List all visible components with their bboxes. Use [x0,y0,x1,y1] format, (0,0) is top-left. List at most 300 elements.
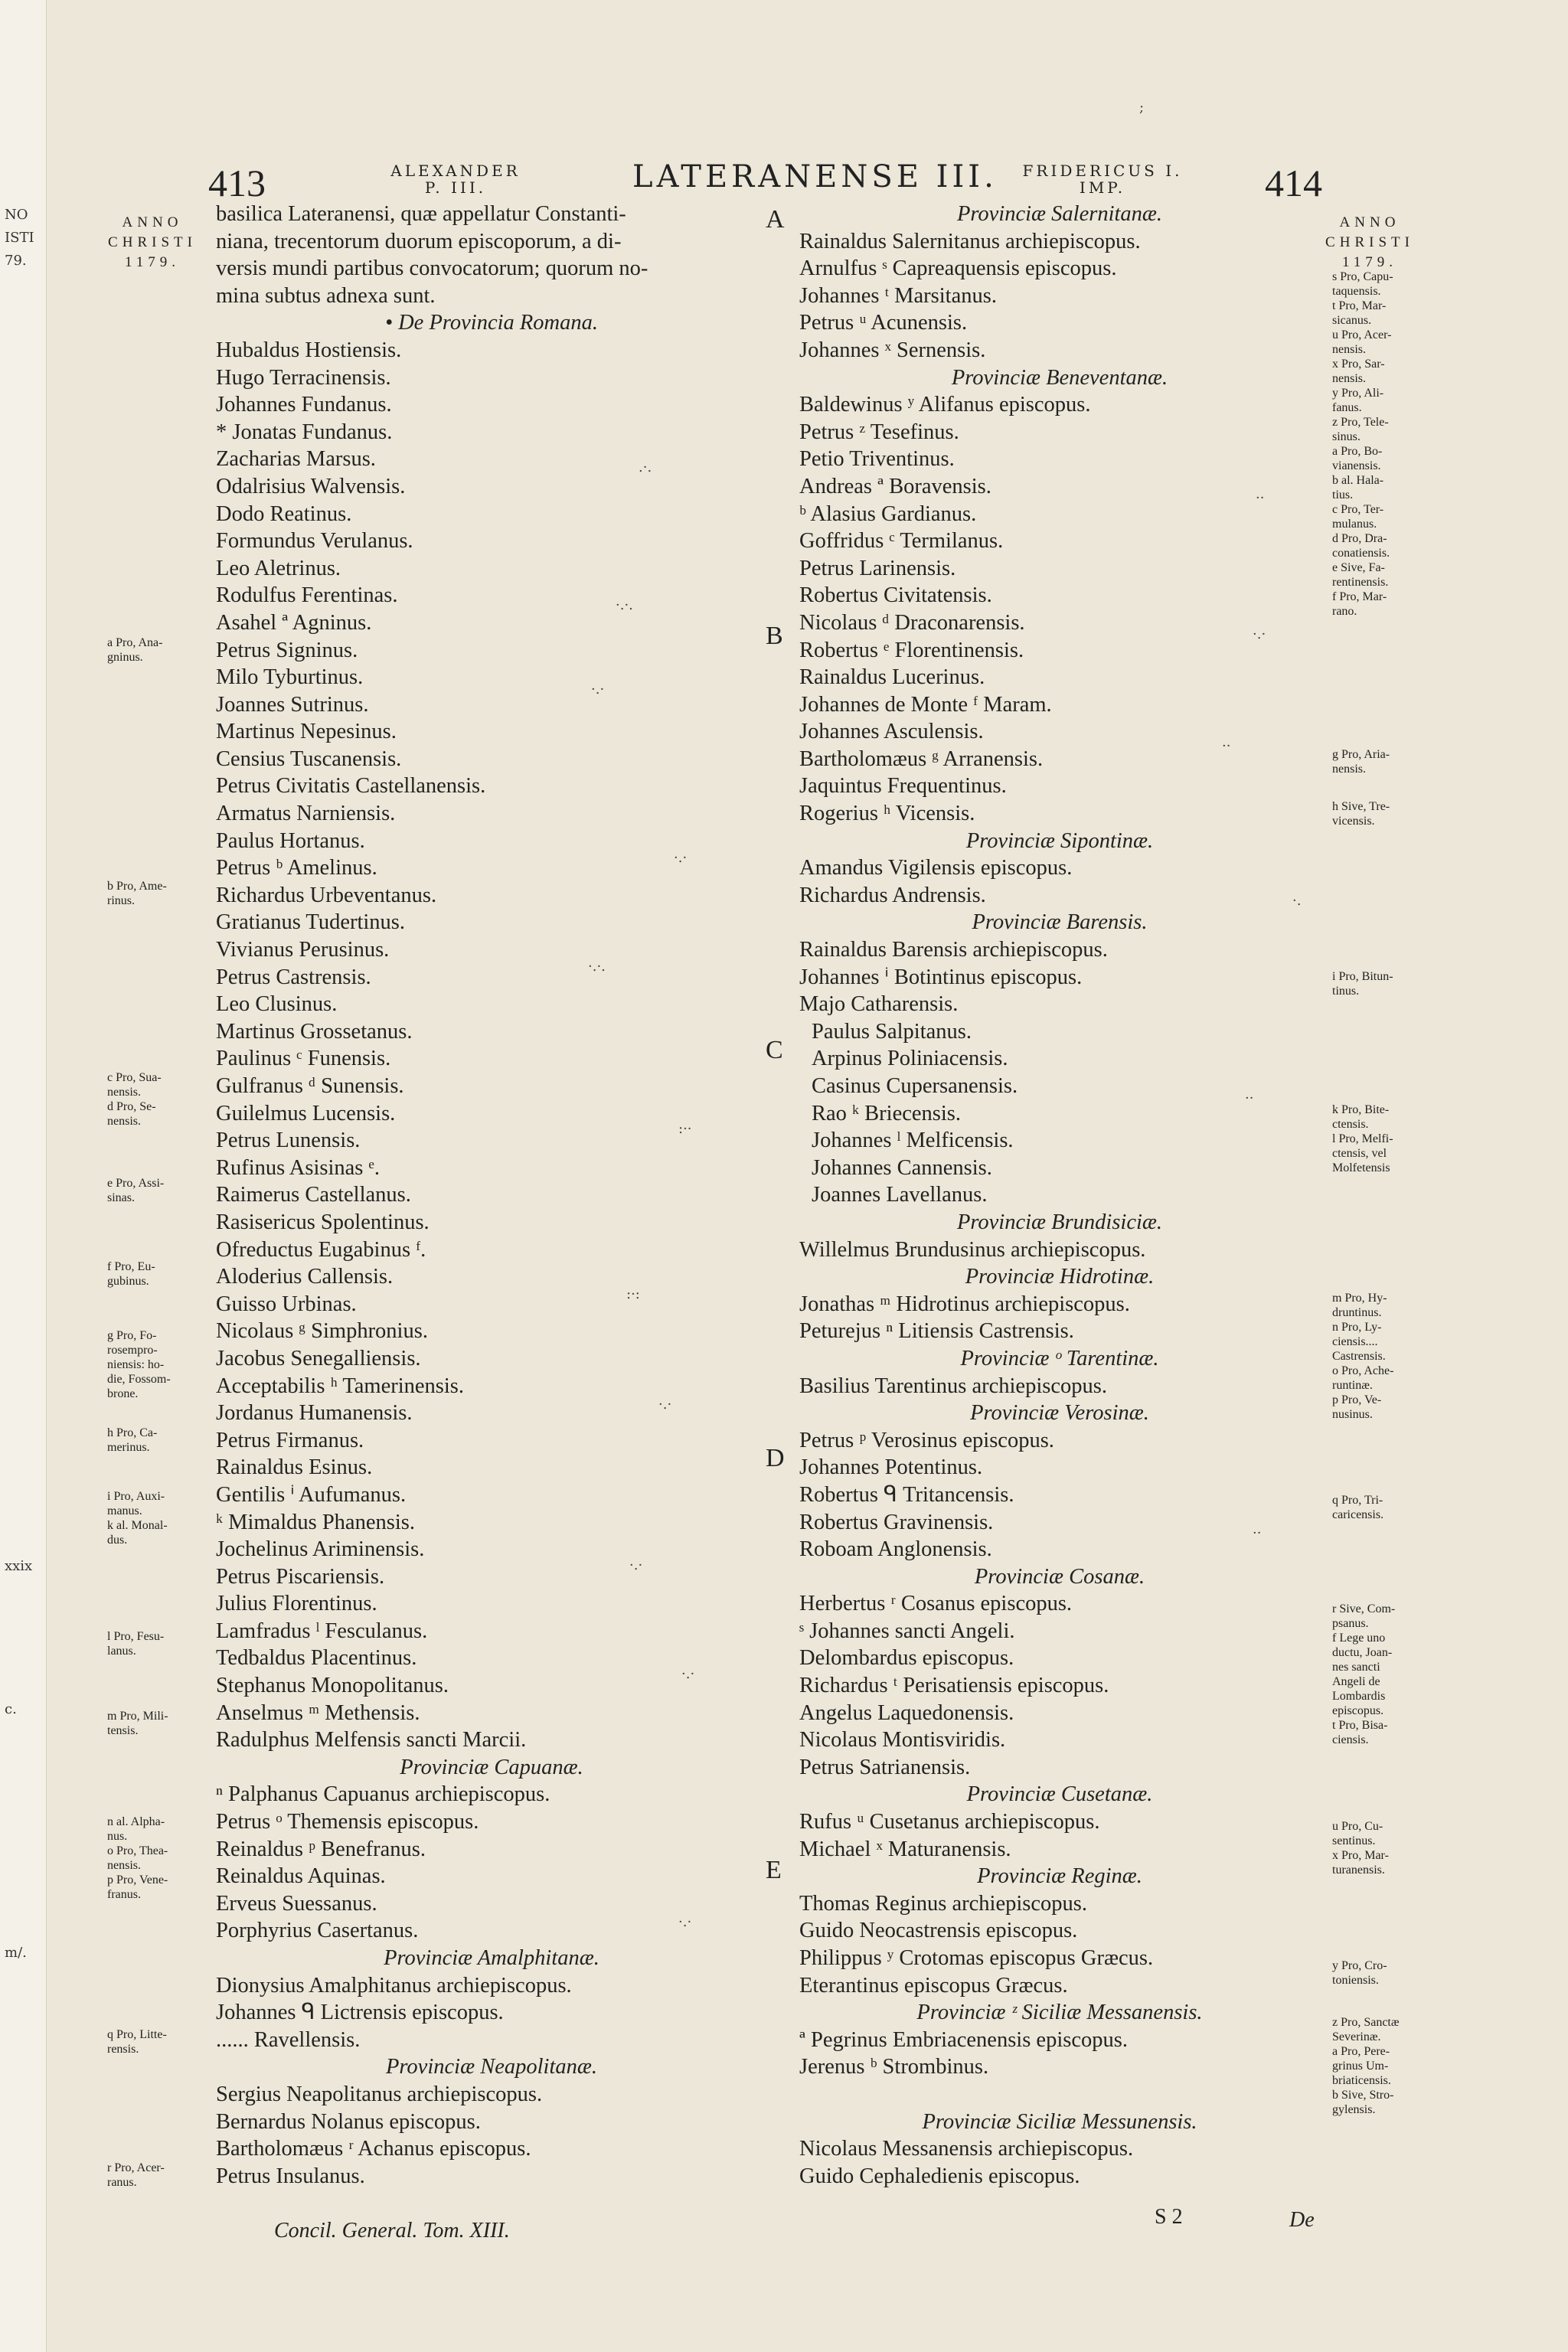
margin-note [107,1629,164,1658]
dots-mark: ·.· [591,681,605,697]
dots-mark: ·.· [658,1396,672,1413]
text-line: Nicolaus ᵍ Simphronius. [216,1319,428,1344]
margin-note-line: b Sive, Stro- [1332,2089,1394,2102]
margin-note-line: m Pro, Hy- [1332,1292,1387,1305]
text-line: Rufus ᵘ Cusetanus archiepiscopus. [799,1810,1100,1834]
text-line: Petrus Piscariensis. [216,1564,385,1589]
text-line: Raimerus Castellanus. [216,1183,411,1207]
province-heading: Provinciæ Neapolitanæ. [385,2055,597,2079]
text-line: Richardus ᵗ Perisatiensis episcopus. [799,1674,1109,1698]
margin-note-line: t Pro, Bisa- [1332,1719,1388,1732]
margin-note-line: e Pro, Assi- [107,1177,165,1190]
margin-note-line: tinus. [1332,985,1360,998]
header-emperor-title: IMP. [1079,178,1126,197]
text-line: Martinus Nepesinus. [216,720,397,744]
margin-note [1332,270,1393,619]
text-line: Petrus Castrensis. [216,965,371,989]
province-heading: Provinciæ Sipontinæ. [965,828,1154,853]
section-letter: D [766,1444,785,1472]
text-line: Armatus Narniensis. [216,802,396,826]
footer-volume: Concil. General. Tom. XIII. [274,2219,510,2243]
text-line: Asahel ª Agninus. [216,610,372,635]
margin-note [1332,799,1390,828]
text-line: Censius Tuscanensis. [216,746,402,771]
text-line: Michael ˣ Maturanensis. [799,1837,1011,1861]
text-line: Tedbaldus Placentinus. [216,1646,417,1671]
margin-note-line: l Pro, Fesu- [107,1630,165,1643]
text-line: Dodo Reatinus. [216,501,352,526]
margin-note-line: h Pro, Ca- [107,1426,158,1439]
text-line: Aloderius Callensis. [216,1265,394,1289]
text-line: Petrus Satrianensis. [799,1755,971,1779]
margin-note-line: gubinus. [107,1275,149,1288]
text-line: Peturejus ⁿ Litiensis Castrensis. [799,1319,1074,1344]
margin-note-line: tius. [1332,488,1354,501]
margin-note-line: Severinæ. [1332,2030,1381,2043]
page-number-left: 413 [208,162,266,204]
margin-note-line: dus. [107,1534,128,1547]
christi-label: CHRISTI [108,234,197,250]
text-line: Roboam Anglonensis. [799,1537,992,1562]
margin-note-line: y Pro, Cro- [1332,1959,1387,1972]
text-line: Petrus Larinensis. [799,556,956,580]
edge-fragment: m/. [5,1945,27,1961]
margin-note-line: nusinus. [1332,1408,1373,1421]
text-line: Basilius Tarentinus archiepiscopus. [799,1374,1107,1398]
margin-note-line: taquensis. [1332,285,1381,298]
margin-note-line: l Pro, Melfi- [1332,1132,1393,1145]
margin-note-line: d Pro, Se- [107,1100,156,1113]
margin-note-line: b Pro, Ame- [107,880,167,893]
margin-note-line: q Pro, Litte- [107,2028,167,2041]
margin-note [107,2027,167,2056]
text-line: Jonathas ᵐ Hidrotinus archiepiscopus. [799,1292,1130,1316]
text-line: ᵏ Mimaldus Phanensis. [216,1510,415,1534]
province-heading: Provinciæ Amalphitanæ. [384,1946,599,1970]
edge-fragment: NO [5,207,28,223]
margin-note-line: sinus. [1332,430,1361,443]
margin-note-line: y Pro, Ali- [1332,387,1384,400]
margin-note-line: toniensis. [1332,1974,1379,1987]
text-line: Petrus ᵒ Themensis episcopus. [216,1810,479,1834]
text-line: versis mundi partibus convocatorum; quorum no- [216,256,648,281]
signature-mark: S 2 [1155,2205,1183,2229]
text-line: Delombardus episcopus. [799,1646,1014,1671]
catchword: De [1289,2208,1315,2232]
margin-note-line: sicanus. [1332,314,1372,327]
margin-note-line: o Pro, Ache- [1332,1364,1394,1377]
margin-note-line: nensis. [107,1115,141,1128]
text-line: Rao ᵏ Briecensis. [812,1101,961,1125]
text-line: Petrus Lunensis. [216,1129,361,1153]
text-line: basilica Lateranensi, quæ appellatur Constanti- [216,202,626,226]
text-line: Jacobus Senegalliensis. [216,1346,421,1370]
text-line: Erveus Suessanus. [216,1891,377,1916]
text-line: Johannes ˡ Melficensis. [812,1129,1014,1153]
text-line: Hubaldus Hostiensis. [216,338,402,362]
margin-note-line: franus. [107,1888,141,1901]
text-line: Ofreductus Eugabinus ᶠ. [216,1237,426,1262]
dots-mark: ·.·. [588,959,606,975]
margin-note-line: Molfetensis [1332,1161,1390,1174]
text-line: Philippus ʸ Crotomas episcopus Græcus. [799,1946,1154,1970]
margin-note-line: u Pro, Acer- [1332,328,1392,341]
text-line: Leo Clusinus. [216,992,338,1017]
margin-note [1332,969,1393,998]
text-line: Paulus Hortanus. [216,828,365,853]
text-line: Odalrisius Walvensis. [216,474,406,498]
text-line: Formundus Verulanus. [216,529,413,554]
edge-fragment: ISTI [5,230,34,246]
margin-note-line: gninus. [107,651,143,664]
margin-note [107,1426,157,1455]
margin-note-line: k Pro, Bite- [1332,1103,1390,1116]
text-line: Hugo Terracinensis. [216,365,391,390]
margin-note-line: gylensis. [1332,2103,1376,2116]
text-line: Andreas ª Boravensis. [799,474,991,498]
text-line: Petrus ᵇ Amelinus. [216,856,377,880]
text-line: Robertus Civitatensis. [799,583,992,608]
text-line: Johannes ˣ Sernensis. [799,338,986,362]
margin-note-line: f Pro, Mar- [1332,590,1387,603]
text-line: Goffridus ᶜ Termilanus. [799,529,1004,554]
margin-note [1332,1958,1387,1988]
margin-note-line: merinus. [107,1441,150,1454]
margin-note-line: nensis. [107,1086,141,1099]
text-line: Nicolaus Montisviridis. [799,1728,1006,1753]
margin-note-line: ranus. [107,2176,137,2189]
margin-note-line: r Pro, Acer- [107,2161,165,2174]
margin-note-line: a Pro, Bo- [1332,445,1383,458]
dots-mark: ·.· [674,850,688,866]
dots-mark: .·. [639,459,652,475]
margin-note [1332,1602,1395,1747]
margin-note-line: n al. Alpha- [107,1815,165,1828]
margin-note-line: ctensis, vel [1332,1147,1387,1160]
margin-note-line: caricensis. [1332,1508,1384,1521]
margin-note-line: rensis. [107,2043,139,2056]
margin-note-line: rosempro- [107,1344,158,1357]
margin-note-line: mulanus. [1332,518,1377,531]
margin-note-line: sentinus. [1332,1834,1376,1847]
text-line: Robertus ᑫ Tritancensis. [799,1482,1014,1507]
margin-note-line: r Sive, Com- [1332,1602,1396,1615]
margin-note-line: a Pro, Ana- [107,636,163,649]
text-line: Anselmus ᵐ Methensis. [216,1700,420,1725]
text-line: Porphyrius Casertanus. [216,1919,419,1943]
margin-note-line: rentinensis. [1332,576,1389,589]
margin-note [107,1070,162,1129]
margin-note-line: ciensis.... [1332,1335,1378,1348]
previous-page-edge [0,0,47,2352]
text-line: Gratianus Tudertinus. [216,910,406,935]
margin-note-line: nes sancti [1332,1661,1380,1674]
text-line: Nicolaus ᵈ Draconarensis. [799,610,1025,635]
text-line: Martinus Grossetanus. [216,1019,413,1044]
text-line [799,2081,1320,2109]
text-line: ...... Ravellensis. [216,2027,361,2052]
header-pope-number: P. III. [424,178,487,197]
margin-note-line: f Lege uno [1332,1632,1386,1645]
margin-note-line: grinus Um- [1332,2060,1389,2073]
margin-note [107,635,162,665]
christi-label: CHRISTI [1325,234,1414,250]
edge-fragment: xxix [5,1558,33,1574]
province-heading: Provinciæ Brundisiciæ. [956,1210,1163,1234]
text-line: Richardus Urbeventanus. [216,883,437,907]
province-heading: Provinciæ Cusetanæ. [966,1782,1153,1807]
margin-note-line: ductu, Joan- [1332,1646,1393,1659]
margin-note [1332,1102,1393,1175]
margin-note-line: z Pro, Tele- [1332,416,1389,429]
margin-note-line: q Pro, Tri- [1332,1494,1383,1507]
margin-note-line: psanus. [1332,1617,1369,1630]
text-line: Rodulfus Ferentinas. [216,583,398,608]
province-heading: Provinciæ Salernitanæ. [956,202,1163,226]
text-line: Thomas Reginus archiepiscopus. [799,1891,1087,1916]
text-line: Leo Aletrinus. [216,556,341,580]
margin-note-line: nensis. [107,1859,141,1872]
margin-note-line: lanus. [107,1645,136,1658]
dots-mark: ·· [1245,1090,1254,1106]
margin-note-line: x Pro, Mar- [1332,1849,1389,1862]
text-line: Dionysius Amalphitanus archiepiscopus. [216,1973,572,1998]
margin-note-line: f Pro, Eu- [107,1260,155,1273]
margin-note-line: h Sive, Tre- [1332,800,1390,813]
text-line: Rufinus Asisinas ᵉ. [216,1155,380,1180]
margin-note-line: ciensis. [1332,1733,1369,1746]
text-line: Casinus Cupersanensis. [812,1074,1018,1098]
text-line: Rainaldus Esinus. [216,1455,373,1480]
margin-note [107,1176,164,1205]
text-line: Reinaldus ᵖ Benefranus. [216,1837,426,1861]
text-line: mina subtus adnexa sunt. [216,283,436,308]
text-line: Rainaldus Barensis archiepiscopus. [799,938,1108,962]
text-line: Guido Neocastrensis episcopus. [799,1919,1078,1943]
text-line: Richardus Andrensis. [799,883,986,907]
margin-note-line: k al. Monal- [107,1519,168,1532]
margin-note-line: o Pro, Thea- [107,1844,168,1857]
dots-mark: ·.·. [616,597,633,613]
text-line: Petrus Civitatis Castellanensis. [216,774,486,799]
margin-note-line: tensis. [107,1724,139,1737]
text-line: Milo Tyburtinus. [216,665,364,690]
header-emperor-name: FRIDERICUS I. [1022,162,1183,180]
margin-note [1332,1291,1393,1422]
province-heading: Provinciæ Barensis. [972,910,1148,935]
margin-note-line: c Pro, Sua- [107,1071,162,1084]
text-line: Johannes de Monte ᶠ Maram. [799,692,1052,717]
dots-mark: :·· [678,1121,692,1137]
margin-note-line: vianensis. [1332,459,1381,472]
margin-note-line: c Pro, Ter- [1332,503,1384,516]
margin-note-line: rano. [1332,605,1357,618]
text-line: Robertus ᵉ Florentinensis. [799,638,1024,662]
text-line: Arnulfus ˢ Capreaquensis episcopus. [799,256,1117,281]
dots-mark: ·· [1253,1525,1262,1541]
province-heading: Provinciæ Beneventanæ. [951,365,1168,390]
margin-note [1332,1819,1389,1877]
text-line: Zacharias Marsus. [216,447,376,472]
section-letter: A [766,205,785,234]
section-letter: E [766,1856,782,1884]
province-heading: • De Provincia Romana. [384,311,599,335]
margin-note-line: nus. [107,1830,128,1843]
page-number-right: 414 [1265,162,1322,204]
margin-note-line: z Pro, Sanctæ [1332,2016,1400,2029]
text-line: Gentilis ⁱ Aufumanus. [216,1482,407,1507]
margin-note-line: ctensis. [1332,1118,1369,1131]
province-heading: Provinciæ Hidrotinæ. [965,1265,1155,1289]
margin-note-line: niensis: ho- [107,1358,165,1371]
header-pope-name: ALEXANDER [390,162,521,180]
margin-note-line: vicensis. [1332,815,1375,828]
margin-note-line: briaticensis. [1332,2074,1391,2087]
margin-note [107,2161,165,2190]
text-line: Sergius Neapolitanus archiepiscopus. [216,2082,543,2106]
text-line: Petrus ᵖ Verosinus episcopus. [799,1428,1054,1452]
margin-note-line: u Pro, Cu- [1332,1820,1383,1833]
margin-note-line: a Pro, Pere- [1332,2045,1390,2058]
text-line: Robertus Gravinensis. [799,1510,994,1534]
text-line: Eterantinus episcopus Græcus. [799,1973,1068,1998]
province-heading: Provinciæ Capuanæ. [400,1755,583,1779]
margin-note-line: Castrensis. [1332,1350,1386,1363]
dots-mark: :·: [626,1286,640,1302]
text-line: Johannes ᵗ Marsitanus. [799,283,997,308]
margin-note-line: s Pro, Capu- [1332,270,1393,283]
text-line: Rasisericus Spolentinus. [216,1210,430,1234]
province-heading: Provinciæ Siciliæ Messunensis. [922,2109,1197,2134]
text-line: Majo Catharensis. [799,992,959,1017]
anno-label: ANNO [1339,214,1400,230]
text-line: Bartholomæus ʳ Achanus episcopus. [216,2137,531,2161]
text-line: Reinaldus Aquinas. [216,1864,386,1889]
province-heading: Provinciæ ᵒ Tarentinæ. [960,1346,1159,1370]
text-line: Lamfradus ˡ Fesculanus. [216,1619,428,1643]
running-title: LATERANENSE III. [632,159,998,194]
text-line: Petio Triventinus. [799,447,955,472]
text-line: Angelus Laquedonensis. [799,1700,1014,1725]
text-line: Petrus Insulanus. [216,2164,365,2188]
text-line: Bartholomæus ᵍ Arranensis. [799,746,1044,771]
margin-note-line: runtinæ. [1332,1379,1373,1392]
text-line: Petrus Firmanus. [216,1428,364,1452]
dots-mark: ·· [1256,490,1265,506]
margin-note-line: n Pro, Ly- [1332,1321,1382,1334]
margin-note-line: turanensis. [1332,1864,1385,1877]
dots-mark: ·.· [1253,626,1266,642]
margin-note-line: t Pro, Mar- [1332,299,1387,312]
margin-note [107,1815,168,1902]
margin-note-line: episcopus. [1332,1704,1384,1717]
margin-note-line: g Pro, Fo- [107,1329,157,1342]
text-line: Jochelinus Ariminensis. [216,1537,425,1562]
section-letter: C [766,1036,783,1064]
year-label: 1179. [1341,254,1398,270]
margin-note-line: nensis. [1332,763,1366,776]
margin-note-line: m Pro, Mili- [107,1710,168,1723]
dots-mark: ·.· [629,1557,643,1573]
text-line: Rogerius ʰ Vicensis. [799,802,975,826]
text-line: Stephanus Monopolitanus. [216,1674,449,1698]
margin-note-line: brone. [107,1387,139,1400]
text-line: Amandus Vigilensis episcopus. [799,856,1073,880]
margin-note-line: i Pro, Auxi- [107,1490,165,1503]
text-line: Johannes Fundanus. [216,393,392,417]
margin-note-line: p Pro, Vene- [107,1873,168,1886]
text-line: Jaquintus Frequentinus. [799,774,1007,799]
province-heading: Provinciæ Reginæ. [977,1864,1142,1889]
text-line: ⁿ Palphanus Capuanus archiepiscopus. [216,1782,550,1807]
margin-note-line: druntinus. [1332,1306,1382,1319]
text-line: Paulinus ᶜ Funensis. [216,1047,391,1071]
margin-note [107,879,167,908]
anno-christi-left [107,213,198,273]
margin-note-line: Angeli de [1332,1675,1380,1688]
text-line: Rainaldus Lucerinus. [799,665,985,690]
text-line: Johannes ᑫ Lictrensis episcopus. [216,2001,504,2025]
text-line: Petrus Signinus. [216,638,358,662]
year-label: 1179. [124,254,181,270]
margin-note-line: Lombardis [1332,1690,1386,1703]
text-line: Guisso Urbinas. [216,1292,357,1316]
margin-note [107,1489,168,1547]
margin-note-line: i Pro, Bitun- [1332,970,1393,983]
text-line: Petrus ᶻ Tesefinus. [799,420,959,444]
edge-fragment: c. [5,1701,17,1717]
margin-note [1332,1493,1383,1522]
text-line: Joannes Sutrinus. [216,692,369,717]
text-line: * Jonatas Fundanus. [216,420,393,444]
margin-note [107,1709,168,1738]
margin-note-line: g Pro, Aria- [1332,748,1390,761]
right-text-column [799,201,1320,2190]
text-line: Petrus ᵘ Acunensis. [799,311,968,335]
province-heading: Provinciæ Verosinæ. [970,1401,1149,1426]
margin-note [1332,2015,1400,2117]
text-line: Vivianus Perusinus. [216,938,390,962]
text-line: Johannes Cannensis. [812,1155,992,1180]
margin-note-line: x Pro, Sar- [1332,358,1385,371]
anno-christi-right [1325,213,1415,273]
province-heading: Provinciæ Cosanæ. [974,1564,1145,1589]
text-line: Bernardus Nolanus episcopus. [216,2109,481,2134]
left-text-column [216,201,767,2190]
text-line: Joannes Lavellanus. [812,1183,988,1207]
text-line: Johannes ⁱ Botintinus episcopus. [799,965,1083,989]
margin-note [1332,747,1390,776]
text-line: Nicolaus Messanensis archiepiscopus. [799,2137,1134,2161]
text-line: ˢ Johannes sancti Angeli. [799,1619,1015,1643]
text-line: Guido Cephaledienis episcopus. [799,2164,1080,2188]
dots-mark: ·.· [678,1914,692,1930]
margin-note-line: b al. Hala- [1332,474,1384,487]
text-line: ª Pegrinus Embriacenensis episcopus. [799,2027,1128,2052]
margin-note-line: sinas. [107,1191,135,1204]
margin-note-line: e Sive, Fa- [1332,561,1385,574]
text-line: Johannes Potentinus. [799,1455,983,1480]
text-line: Gulfranus ᵈ Sunensis. [216,1074,404,1098]
text-line: Willelmus Brundusinus archiepiscopus. [799,1237,1146,1262]
text-line: Julius Florentinus. [216,1592,377,1616]
dots-mark: ·.· [681,1666,695,1682]
section-letter: B [766,622,783,650]
margin-note-line: nensis. [1332,343,1366,356]
edge-fragment: 79. [5,253,27,269]
margin-note-line: die, Fossom- [107,1373,171,1386]
anno-label: ANNO [122,214,183,230]
